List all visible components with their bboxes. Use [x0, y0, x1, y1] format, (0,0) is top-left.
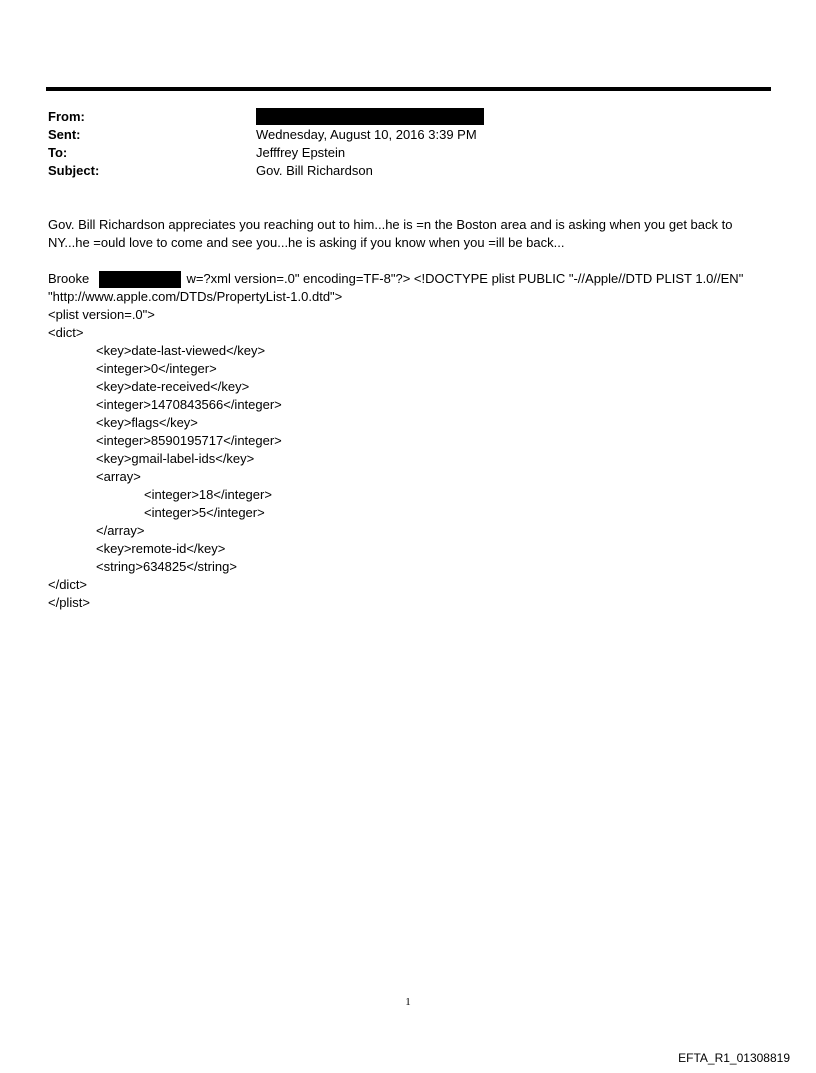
subject-value: Gov. Bill Richardson: [256, 163, 373, 178]
redaction-block: [256, 108, 484, 125]
to-label: To:: [48, 145, 68, 160]
sent-value: Wednesday, August 10, 2016 3:39 PM: [256, 127, 477, 142]
subject-label: Subject:: [48, 163, 100, 178]
signature-name: Brooke: [48, 271, 90, 286]
from-value: [256, 108, 484, 126]
signature-trailing-text: w=?xml version=.0" encoding=TF-8"?> <!DOCTYPE plist PUBLIC "-//Apple//DTD PLIST 1.0//EN": [186, 271, 744, 286]
plist-line: <integer>5</integer>: [144, 505, 265, 520]
plist-line: <integer>1470843566</integer>: [96, 397, 282, 412]
plist-line: <integer>8590195717</integer>: [96, 433, 282, 448]
to-value: Jefffrey Epstein: [256, 145, 346, 160]
plist-line: <integer>18</integer>: [144, 487, 272, 502]
message-line-2: NY...he =ould love to come and see you...he is asking if you know when you =ill be back...: [48, 235, 565, 250]
plist-close: </plist>: [48, 595, 90, 610]
plist-line: <key>flags</key>: [96, 415, 198, 430]
plist-line: <string>634825</string>: [96, 559, 237, 574]
dict-close: </dict>: [48, 577, 88, 592]
plist-line: <array>: [96, 469, 141, 484]
dict-open: <dict>: [48, 325, 84, 340]
plist-line: </array>: [96, 523, 145, 538]
plist-line: <integer>0</integer>: [96, 361, 217, 376]
header-rule: [46, 87, 771, 91]
plist-line: <key>date-received</key>: [96, 379, 250, 394]
signature-line: [48, 270, 743, 288]
message-line-1: Gov. Bill Richardson appreciates you reaching out to him...he is =n the Boston area and is asking when you get back to: [48, 217, 733, 232]
plist-line: <key>gmail-label-ids</key>: [96, 451, 255, 466]
from-label: From:: [48, 109, 85, 124]
redaction-block: [99, 271, 181, 288]
bates-number: EFTA_R1_01308819: [678, 1051, 790, 1065]
plist-open: <plist version=.0">: [48, 307, 155, 322]
plist-line: <key>remote-id</key>: [96, 541, 226, 556]
page-number: 1: [405, 996, 411, 1008]
plist-line: <key>date-last-viewed</key>: [96, 343, 266, 358]
plist-dtd-url: "http://www.apple.com/DTDs/PropertyList-1.0.dtd">: [48, 289, 343, 304]
sent-label: Sent:: [48, 127, 81, 142]
